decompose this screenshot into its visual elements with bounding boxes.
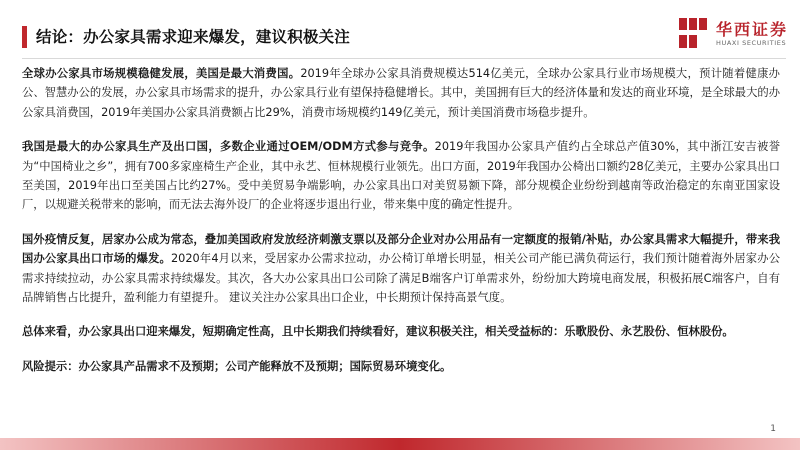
- footer-band: [0, 438, 800, 450]
- company-logo: [676, 14, 788, 54]
- paragraph-text: 2019年全球办公家具消费规模达514亿美元，全球办公家具行业市场规模大，预计随着健康办公、智慧办公的发展，办公家具市场需求的提升，办公家具行业有望保持稳健增长。其中，美国拥有巨大的经济体量和发达的商业环境，是全球最大的办公家具消费国，2019年美国办公家具消费额占比29%，消费市场规模约149亿美元，预计美国消费市场稳步提升。: [22, 67, 780, 119]
- logo-subtitle: HUAXI SECURITIES: [716, 39, 787, 47]
- logo-name: 华西证券: [716, 20, 789, 39]
- huaxi-logo-icon: [676, 16, 710, 50]
- paragraph-production: [22, 137, 780, 215]
- paragraph-lead: 全球办公家具市场规模稳健发展，美国是最大消费国。: [22, 67, 301, 80]
- paragraph-summary: [22, 322, 780, 341]
- paragraph-lead: 国外疫情反复，居家办公成为常态，叠加美国政府发放经济刺激支票以及部分企业对办公用品有一定额度的报销/补贴，办公家具需求大幅提升，带来我国办公家具出口市场的爆发。: [22, 232, 780, 266]
- header-divider: [22, 58, 786, 59]
- paragraph-risk: [22, 357, 780, 376]
- page-title: 结论：办公家具需求迎来爆发，建议积极关注: [36, 28, 351, 46]
- paragraph-market: [22, 64, 780, 122]
- page-number: 1: [770, 424, 776, 434]
- paragraph-text: 2019年我国办公家具产值约占全球总产值30%，其中浙江安吉被誉为“中国椅业之乡”，拥有700多家座椅生产企业，其中永艺、恒林规模行业领先。出口方面，2019年我国办公椅出口额约28亿美元，主要办公家具出口至美国，2019年出口至美国占比约27%。受中美贸易争端影响，办公家具出口对美贸易额下降，部分规模企业纷纷到越南等政治稳定的东南亚国家设厂，以规避关税带来的影响，而无法去海外设厂的企业将逐步退出行业，带来集中度的确定性提升。: [22, 140, 780, 212]
- paragraph-lead: 总体来看，办公家具出口迎来爆发，短期确定性高，且中长期我们持续看好，建议积极关注，相关受益标的：乐歌股份、永艺股份、恒林股份。: [22, 325, 734, 339]
- title-accent-bar: [22, 26, 27, 48]
- paragraph-text: 2020年4月以来，受居家办公需求拉动，办公椅订单增长明显，相关公司产能已满负荷运行，我们预计随着海外居家办公需求持续拉动，办公家具需求持续爆发。其次，各大办公家具出口公司除了满足B端客户订单需求外，纷纷加大跨境电商发展，积极拓展C端客户，自有品牌销售占比提升，盈利能力有望提升。 建议关注办公家具出口企业，中长期预计保持高景气度。: [22, 252, 780, 305]
- paragraph-lead: 我国是最大的办公家具生产及出口国，多数企业通过OEM/ODM方式参与竞争。: [22, 140, 435, 154]
- paragraph-demand: [22, 230, 780, 308]
- content-body: [22, 64, 780, 376]
- paragraph-lead: 风险提示：办公家具产品需求不及预期；公司产能释放不及预期；国际贸易环境变化。: [22, 359, 452, 373]
